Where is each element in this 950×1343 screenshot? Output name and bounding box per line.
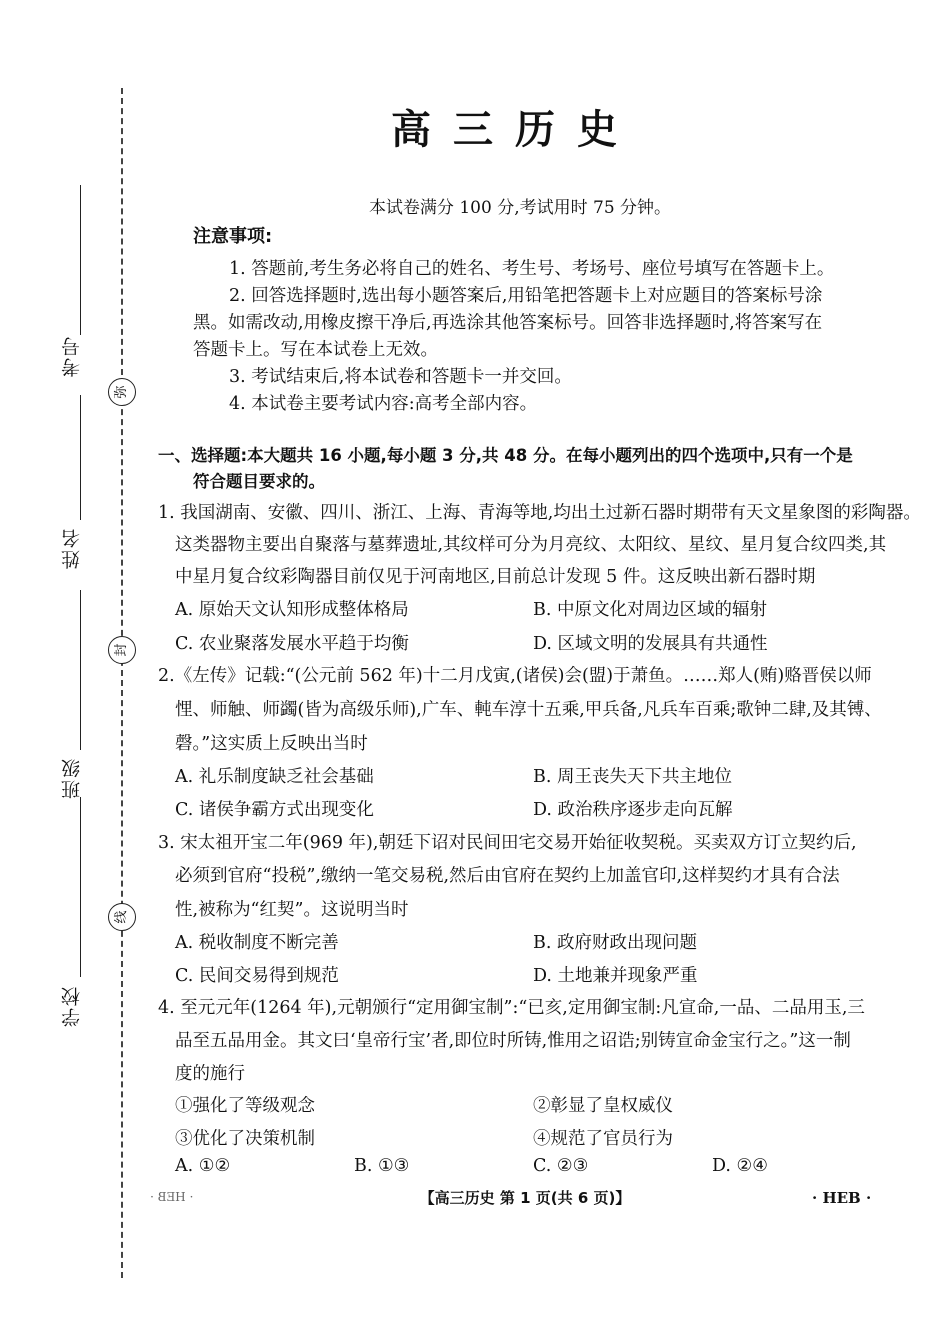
notice-line: 答题卡上。写在本试卷上无效。 bbox=[193, 340, 438, 360]
q1-option-a[interactable]: A. 原始天文认知形成整体格局 bbox=[175, 600, 409, 620]
q1-option-d[interactable]: D. 区域文明的发展具有共通性 bbox=[533, 634, 768, 654]
seal-mi: 弥 bbox=[108, 378, 136, 406]
footer-code: · HEB · bbox=[812, 1189, 872, 1207]
q2-option-c[interactable]: C. 诸侯争霸方式出现变化 bbox=[175, 800, 374, 820]
q4-statement-1: ①强化了等级观念 bbox=[175, 1096, 315, 1116]
class-label: 班级 bbox=[61, 757, 83, 799]
seal-xian: 线 bbox=[108, 903, 136, 931]
q4-option-b[interactable]: B. ①③ bbox=[354, 1156, 410, 1176]
q4-option-c[interactable]: C. ②③ bbox=[533, 1156, 589, 1176]
section-heading: 一、选择题:本大题共 16 小题,每小题 3 分,共 48 分。在每小题列出的四个选项中,只有一个是 bbox=[158, 446, 853, 465]
question-2-line: 磬。”这实质上反映出当时 bbox=[175, 734, 368, 754]
question-4-line: 度的施行 bbox=[175, 1064, 245, 1084]
question-1-line: 1. 我国湖南、安徽、四川、浙江、上海、青海等地,均出土过新石器时期带有天文星象图的彩陶器。 bbox=[158, 503, 921, 523]
binding-dash-line bbox=[121, 88, 123, 1278]
q4-statement-4: ④规范了官员行为 bbox=[533, 1129, 673, 1149]
question-4-line: 品至五品用金。其文曰‘皇帝行宝’者,即位时所铸,惟用之诏诰;别铸宣命金宝行之。”这一制 bbox=[175, 1031, 851, 1051]
seal-feng: 封 bbox=[108, 636, 136, 664]
question-1-line: 这类器物主要出自聚落与墓葬遗址,其纹样可分为月亮纹、太阳纹、星纹、星月复合纹四类,其 bbox=[175, 535, 887, 555]
name-blank bbox=[80, 395, 81, 520]
q3-option-a[interactable]: A. 税收制度不断完善 bbox=[175, 933, 339, 953]
q4-statement-2: ②彰显了皇权威仪 bbox=[533, 1096, 673, 1116]
page-title: 高三历史 bbox=[391, 107, 639, 153]
page-footer: 【高三历史 第 1 页(共 6 页)】 bbox=[419, 1189, 631, 1207]
q2-option-a[interactable]: A. 礼乐制度缺乏社会基础 bbox=[175, 767, 374, 787]
notice-line: 3. 考试结束后,将本试卷和答题卡一并交回。 bbox=[229, 367, 572, 387]
notice-line: 4. 本试卷主要考试内容:高考全部内容。 bbox=[229, 394, 538, 414]
notice-line: 2. 回答选择题时,选出每小题答案后,用铅笔把答题卡上对应题目的答案标号涂 bbox=[229, 286, 823, 306]
q3-option-b[interactable]: B. 政府财政出现问题 bbox=[533, 933, 697, 953]
exam-number-label: 考号 bbox=[61, 335, 83, 377]
q1-option-c[interactable]: C. 农业聚落发展水平趋于均衡 bbox=[175, 634, 409, 654]
name-label: 姓名 bbox=[61, 527, 83, 569]
school-label: 学校 bbox=[61, 985, 83, 1027]
question-3-line: 性,被称为“红契”。这说明当时 bbox=[175, 900, 409, 920]
school-blank bbox=[80, 797, 81, 977]
notice-line: 1. 答题前,考生务必将自己的姓名、考生号、考场号、座位号填写在答题卡上。 bbox=[229, 259, 835, 279]
question-1-line: 中星月复合纹彩陶器目前仅见于河南地区,目前总计发现 5 件。这反映出新石器时期 bbox=[175, 567, 816, 587]
question-2-line: 2.《左传》记载:“(公元前 562 年)十二月戊寅,(诸侯)会(盟)于萧鱼。……郑人(贿)赂晋侯以师 bbox=[158, 666, 872, 686]
question-3-line: 必须到官府“投税”,缴纳一笔交易税,然后由官府在契约上加盖官印,这样契约才具有合法 bbox=[175, 866, 840, 886]
q2-option-b[interactable]: B. 周王丧失天下共主地位 bbox=[533, 767, 732, 787]
q4-option-d[interactable]: D. ②④ bbox=[712, 1156, 768, 1176]
question-4-line: 4. 至元元年(1264 年),元朝颁行“定用御宝制”:“已亥,定用御宝制:凡宣命,一品、二品用玉,三 bbox=[158, 998, 865, 1018]
question-2-line: 悝、师触、师蠲(皆为高级乐师),广车、軘车淳十五乘,甲兵备,凡兵车百乘;歌钟二肆,及其镈、 bbox=[175, 700, 882, 720]
question-3-line: 3. 宋太祖开宝二年(969 年),朝廷下诏对民间田宅交易开始征收契税。买卖双方订立契约后, bbox=[158, 833, 857, 853]
footer-mirrored-code: · HEB · bbox=[150, 1190, 194, 1204]
notice-line: 黑。如需改动,用橡皮擦干净后,再选涂其他答案标号。回答非选择题时,将答案写在 bbox=[193, 313, 823, 333]
exam-info: 本试卷满分 100 分,考试用时 75 分钟。 bbox=[368, 198, 672, 218]
q3-option-d[interactable]: D. 土地兼并现象严重 bbox=[533, 966, 698, 986]
q2-option-d[interactable]: D. 政治秩序逐步走向瓦解 bbox=[533, 800, 733, 820]
q3-option-c[interactable]: C. 民间交易得到规范 bbox=[175, 966, 339, 986]
q4-statement-3: ③优化了决策机制 bbox=[175, 1129, 315, 1149]
q4-option-a[interactable]: A. ①② bbox=[175, 1156, 231, 1176]
section-heading-cont: 符合题目要求的。 bbox=[193, 472, 325, 491]
q1-option-b[interactable]: B. 中原文化对周边区域的辐射 bbox=[533, 600, 767, 620]
notice-heading: 注意事项: bbox=[193, 226, 273, 247]
class-blank bbox=[80, 590, 81, 750]
